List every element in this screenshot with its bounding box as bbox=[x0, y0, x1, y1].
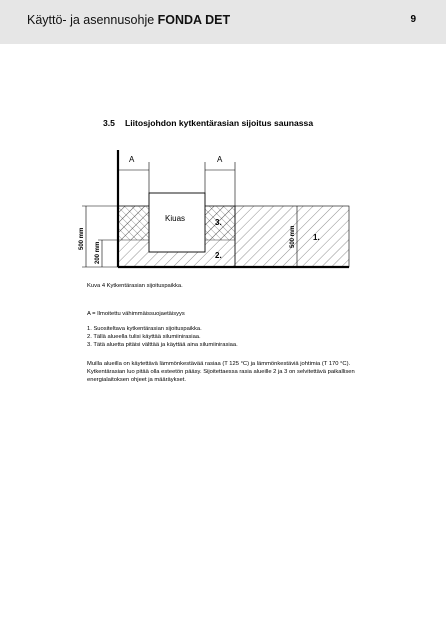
dim-a-right-label: A bbox=[217, 155, 223, 164]
heater-label: Kiuas bbox=[165, 214, 186, 223]
legend-item-2: 2. Tällä alueella tulisi käyttää silumiinirasiaa. bbox=[87, 334, 201, 340]
zone-2-label: 2. bbox=[215, 251, 222, 260]
zone-1-label: 1. bbox=[313, 233, 320, 242]
legend-a-definition: A = Ilmoitettu vähimmäissuojaetäisyys bbox=[87, 311, 185, 317]
paragraph-line-1: Muilla alueilla on käytettävä lämmönkestävää rasiaa (T 125 °C) ja lämmönkestäviä johtimia (T 170 °C). bbox=[87, 361, 351, 367]
zone-3-label: 3. bbox=[215, 218, 222, 227]
document-title bbox=[27, 13, 230, 27]
section-title: Liitosjohdon kytkentärasian sijoitus saunassa bbox=[124, 118, 314, 128]
junction-box-placement-diagram bbox=[72, 140, 372, 275]
paragraph-line-2: Kytkentärasian luo pitää olla esteetön pääsy. Sijoitettaessa rasia alueille 2 ja 3 on selvitettävä paikallisen bbox=[87, 369, 355, 375]
dim-a-left-label: A bbox=[129, 155, 135, 164]
dim-200-label: 200 mm bbox=[95, 241, 101, 264]
document-title-prefix: Käyttö- ja asennusohje bbox=[27, 13, 158, 27]
dim-500-left-label: 500 mm bbox=[79, 227, 85, 250]
dim-500-right-label: 500 mm bbox=[290, 225, 296, 248]
product-name: FONDA DET bbox=[157, 13, 231, 27]
section-heading bbox=[103, 118, 313, 128]
legend-item-3: 3. Tätä aluetta pitäisi välttää ja käyttää aina silumiinirasiaa. bbox=[87, 342, 238, 348]
instruction-paragraph bbox=[87, 360, 377, 384]
legend-item-1: 1. Suositeltava kytkentärasian sijoituspaikka. bbox=[87, 326, 202, 332]
figure-caption: Kuva 4 Kytkentärasian sijoituspaikka. bbox=[87, 283, 183, 289]
page-header bbox=[0, 0, 446, 44]
paragraph-line-3: energialaitoksen ohjeet ja määräykset. bbox=[87, 377, 186, 383]
page-number: 9 bbox=[410, 14, 416, 25]
section-number: 3.5 bbox=[103, 118, 115, 128]
